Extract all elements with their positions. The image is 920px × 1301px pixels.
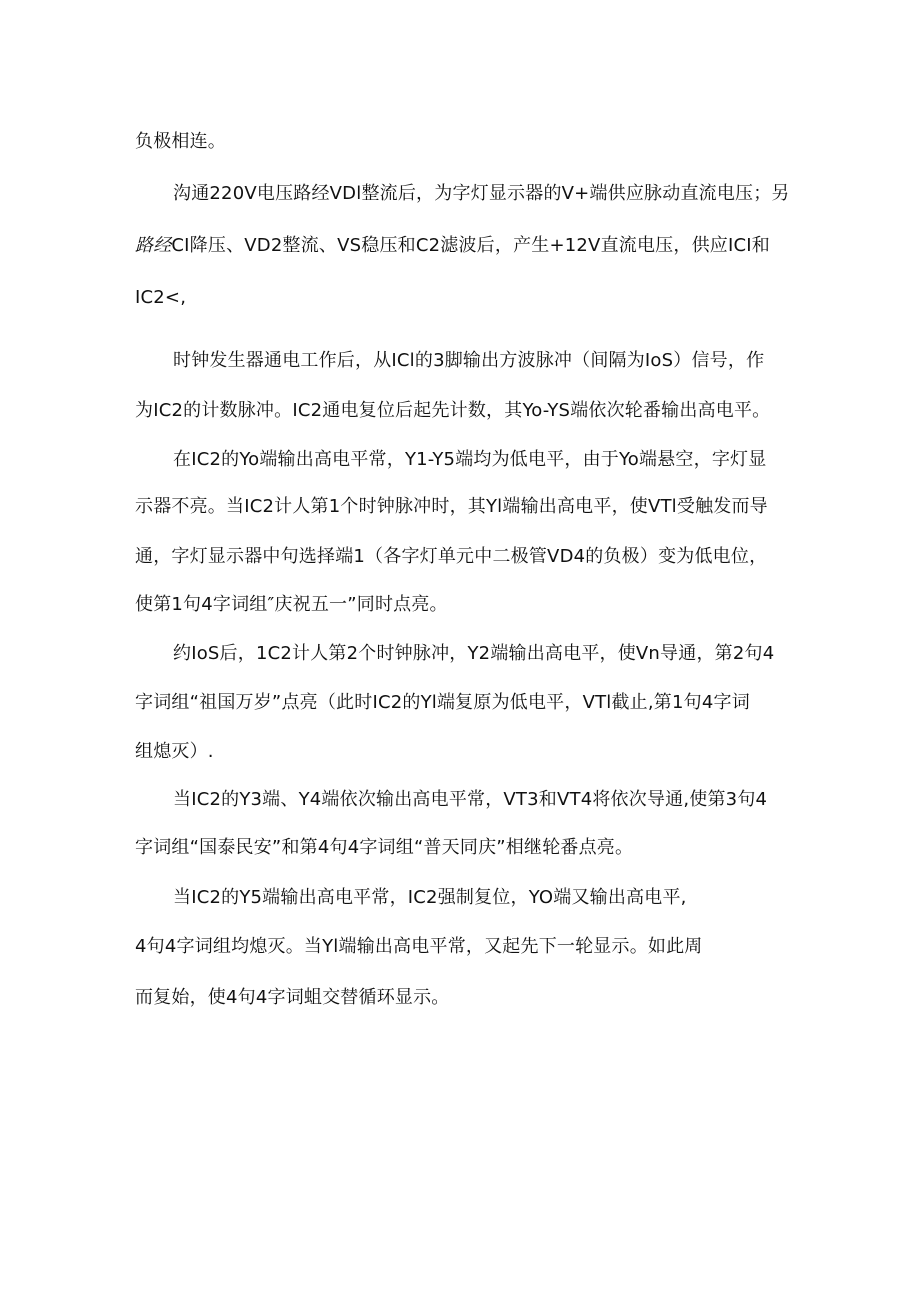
- paragraph-3-line-0: 在IC2的Yo端输出高电平常，Y1-Y5端均为低电平，由于Yo端悬空，字灯显: [173, 449, 767, 470]
- paragraph-4-line-1: 字词组“祖国万岁”点亮（此时IC2的Yl端复原为低电平，VTl截止,第1句4字词: [135, 692, 750, 713]
- paragraph-6-line-2: 而复始，使4句4字词蛆交替循环显示。: [135, 987, 450, 1008]
- paragraph-3-line-2: 通，字灯显示器中句选择端1（各字灯单元中二极管VD4的负极）变为低电位，: [135, 546, 768, 567]
- paragraph-2-line-0: 时钟发生器通电工作后，从ICl的3脚输出方波脉冲（间隔为IoS）信号，作: [173, 350, 765, 371]
- paragraph-6-line-0: 当IC2的Y5端输出高电平常，IC2强制复位，YO端又输出高电平,: [173, 887, 687, 908]
- paragraph-5-line-0: 当IC2的Y3端、Y4端依次输出高电平常，VT3和VT4将依次导通,使第3句4: [173, 789, 768, 810]
- paragraph-6-line-1: 4句4字词组均熄灭。当Yl端输出高电平常，又起先下一轮显示。如此周: [135, 936, 703, 957]
- paragraph-1-line-0: 沟通220V电压路经VDl整流后，为字灯显示器的V+端供应脉动直流电压；另: [173, 183, 790, 204]
- paragraph-4-line-2: 组熄灭）.: [135, 741, 214, 762]
- paragraph-5-line-1: 字词组“国泰民安”和第4句4字词组“普天同庆”相继轮番点亮。: [135, 837, 634, 858]
- paragraph-1-line-1: [135, 233, 770, 259]
- paragraph-1-line-2: IC2<,: [135, 287, 187, 308]
- paragraph-0-line-0: 负极相连。: [135, 131, 226, 152]
- paragraph-2-line-1: 为IC2的计数脉冲。IC2通电复位后起先计数，其Yo-YS端依次轮番输出高电平。: [135, 400, 771, 421]
- paragraph-4-line-0: 约IoS后，1C2计人第2个时钟脉冲，Y2端输出高电平，使Vn导通，第2句4: [173, 643, 775, 664]
- italic-prefix: 路经: [135, 235, 172, 256]
- paragraph-3-line-3: 使第1句4字词组″庆祝五一”同时点亮。: [135, 594, 448, 615]
- paragraph-1-line-1-text: CI降压、VD2整流、VS稳压和C2滤波后，产生+12V直流电压，供应ICI和: [171, 235, 770, 256]
- paragraph-3-line-1: 示器不亮。当IC2计人第1个时钟脉冲时，其Yl端输出高电平，使VTl受触发而导: [135, 496, 768, 517]
